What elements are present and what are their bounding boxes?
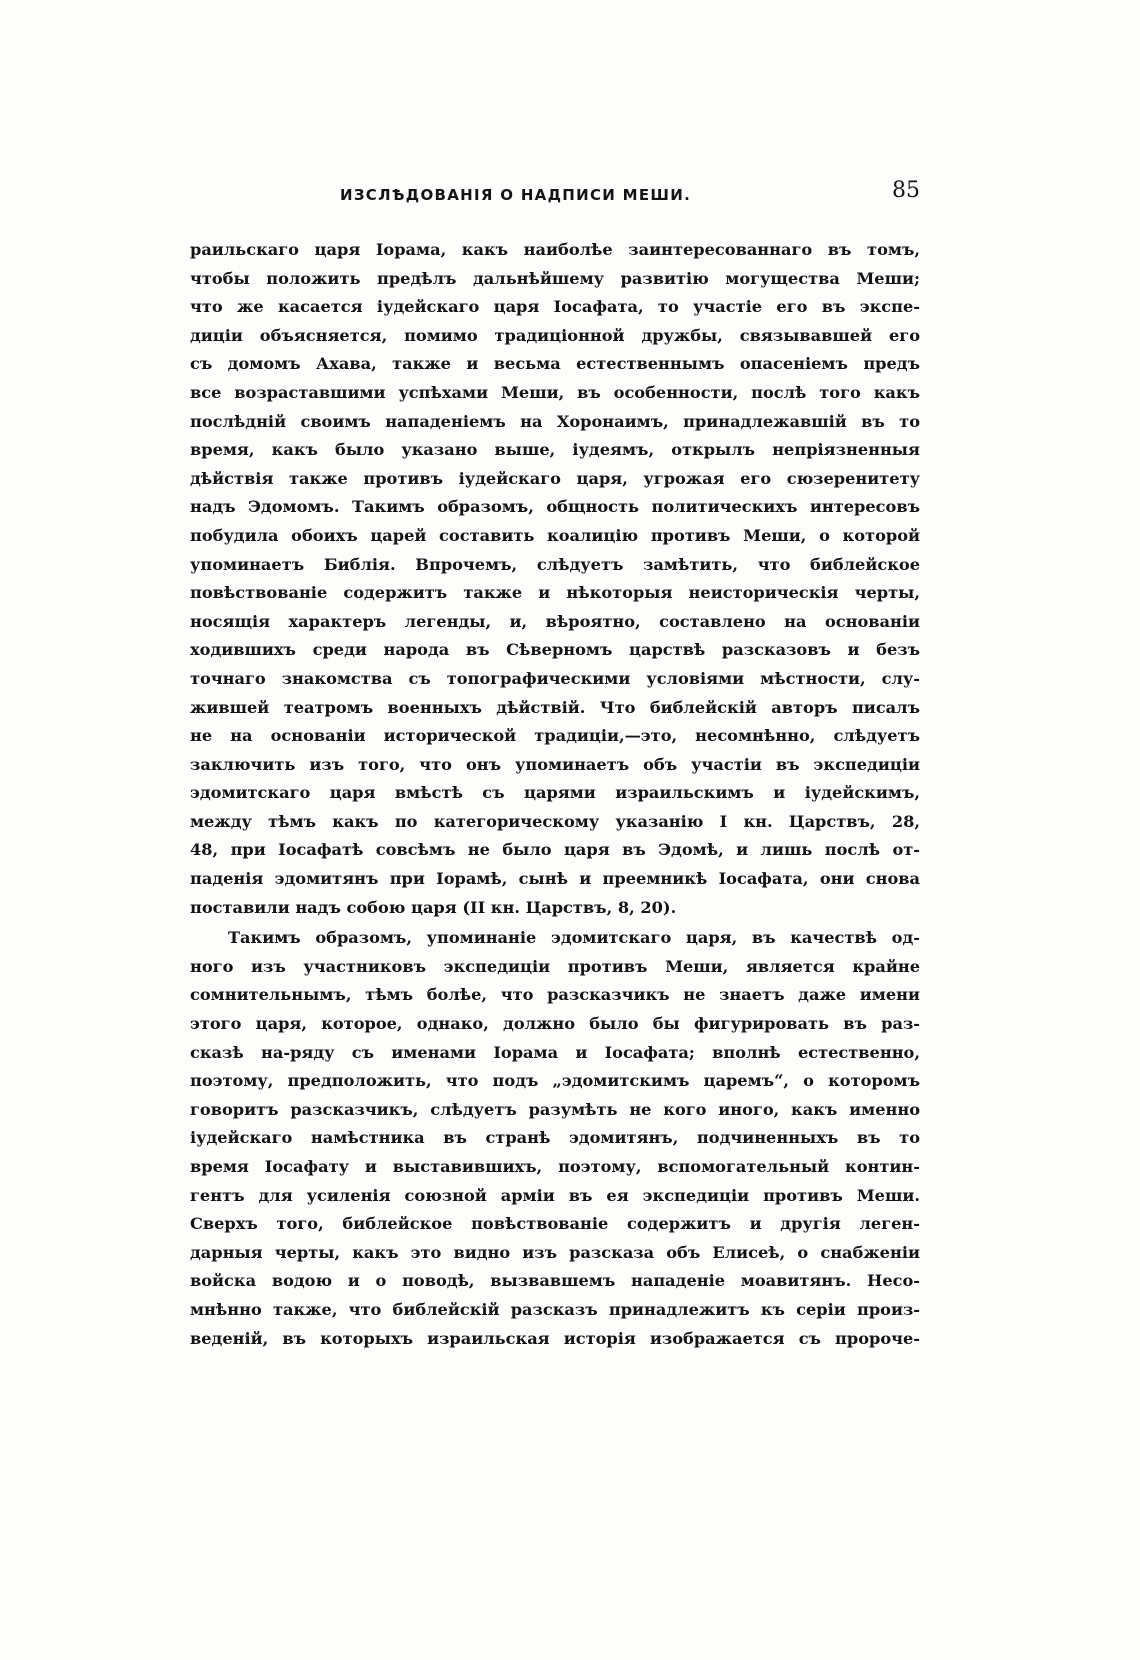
text-line: поэтому, предположить, что подъ „эдомитскимъ царемъ“, о которомъ <box>190 1071 920 1091</box>
text-line: дѣйствія также противъ іудейскаго царя, угрожая его сюзеренитету <box>190 468 920 488</box>
page-number: 85 <box>892 178 920 203</box>
text-line: войска водою и о поводѣ, вызвавшемъ нападеніе моавитянъ. Несо- <box>190 1271 920 1291</box>
text-line: мнѣнно также, что библейскій разсказъ принадлежитъ къ серіи произ- <box>190 1299 920 1319</box>
text-line: Такимъ образомъ, упоминаніе эдомитскаго царя, въ качествѣ од- <box>228 928 920 948</box>
paragraph <box>190 924 920 1353</box>
text-line: дарныя черты, какъ это видно изъ разсказа объ Елисеѣ, о снабженіи <box>190 1242 920 1262</box>
text-line: носящія характеръ легенды, и, вѣроятно, составлено на основаніи <box>190 611 920 631</box>
text-line: что же касается іудейскаго царя Іосафата, то участіе его въ экспе- <box>190 297 920 317</box>
text-line: между тѣмъ какъ по категорическому указанію I кн. Царствъ, 28, <box>190 811 920 831</box>
text-line: 48, при Іосафатѣ совсѣмъ не было царя въ Эдомѣ, и лишь послѣ от- <box>190 840 920 860</box>
text-line: побудила обоихъ царей составить коалицію противъ Меши, о которой <box>190 525 920 545</box>
text-line: говоритъ разсказчикъ, слѣдуетъ разумѣть не кого иного, какъ именно <box>190 1099 920 1119</box>
text-line: сомнительнымъ, тѣмъ болѣе, что разсказчикъ не знаетъ даже имени <box>190 985 920 1005</box>
body-text <box>190 236 920 1353</box>
text-line: послѣдній своимъ нападеніемъ на Хоронаимъ, принадлежавшій въ то <box>190 411 920 431</box>
text-line: повѣствованіе содержитъ также и нѣкоторыя неисторическія черты, <box>190 583 920 603</box>
running-head: ИЗСЛѢДОВАНІЯ О НАДПИСИ МЕШИ. <box>340 186 692 204</box>
text-line: сказѣ на-ряду съ именами Іорама и Іосафата; вполнѣ естественно, <box>190 1042 920 1062</box>
text-line: не на основаніи исторической традиціи,—это, несомнѣнно, слѣдуетъ <box>190 726 920 746</box>
text-line: іудейскаго намѣстника въ странѣ эдомитянъ, подчиненныхъ въ то <box>190 1128 920 1148</box>
text-line: этого царя, которое, однако, должно было бы фигурировать въ раз- <box>190 1014 920 1034</box>
text-line: заключить изъ того, что онъ упоминаетъ объ участіи въ экспедиціи <box>190 754 920 774</box>
text-line: ного изъ участниковъ экспедиціи противъ Меши, является крайне <box>190 956 920 976</box>
paragraph <box>190 236 920 922</box>
text-line: время Іосафату и выставившихъ, поэтому, вспомогательный контин- <box>190 1157 920 1176</box>
text-line: точнаго знакомства съ топографическими условіями мѣстности, слу- <box>190 668 920 688</box>
text-line: эдомитскаго царя вмѣстѣ съ царями израильскимъ и іудейскимъ, <box>190 783 920 803</box>
text-line: время, какъ было указано выше, іудеямъ, открылъ непріязненныя <box>190 440 920 460</box>
text-line: веденій, въ которыхъ израильская исторія изображается съ пророче- <box>190 1328 920 1348</box>
text-line: диціи объясняется, помимо традиціонной дружбы, связывавшей его <box>190 325 920 345</box>
text-line: ходившихъ среди народа въ Сѣверномъ царствѣ разсказовъ и безъ <box>190 640 920 660</box>
text-line: упоминаетъ Библія. Впрочемъ, слѣдуетъ замѣтить, что библейское <box>190 554 920 574</box>
text-line: поставили надъ собою царя (II кн. Царствъ, 8, 20). <box>190 897 677 917</box>
page-header <box>190 178 920 214</box>
text-line: жившей театромъ военныхъ дѣйствій. Что библейскій авторъ писалъ <box>190 697 920 717</box>
text-line: чтобы положить предѣлъ дальнѣйшему развитію могущества Меши; <box>190 268 920 288</box>
text-line: съ домомъ Ахава, также и весьма естественнымъ опасеніемъ предъ <box>190 354 920 374</box>
text-line: паденія эдомитянъ при Іорамѣ, сынѣ и преемникѣ Іосафата, они снова <box>190 869 920 889</box>
text-line: гентъ для усиленія союзной арміи въ ея экспедиціи противъ Меши. <box>190 1185 920 1205</box>
text-line: все возраставшими успѣхами Меши, въ особенности, послѣ того какъ <box>190 382 920 402</box>
text-line: надъ Эдомомъ. Такимъ образомъ, общность политическихъ интересовъ <box>190 497 920 517</box>
text-line: Сверхъ того, библейское повѣствованіе содержитъ и другія леген- <box>190 1214 920 1234</box>
text-line: раильскаго царя Іорама, какъ наиболѣе заинтересованнаго въ томъ, <box>190 240 920 259</box>
